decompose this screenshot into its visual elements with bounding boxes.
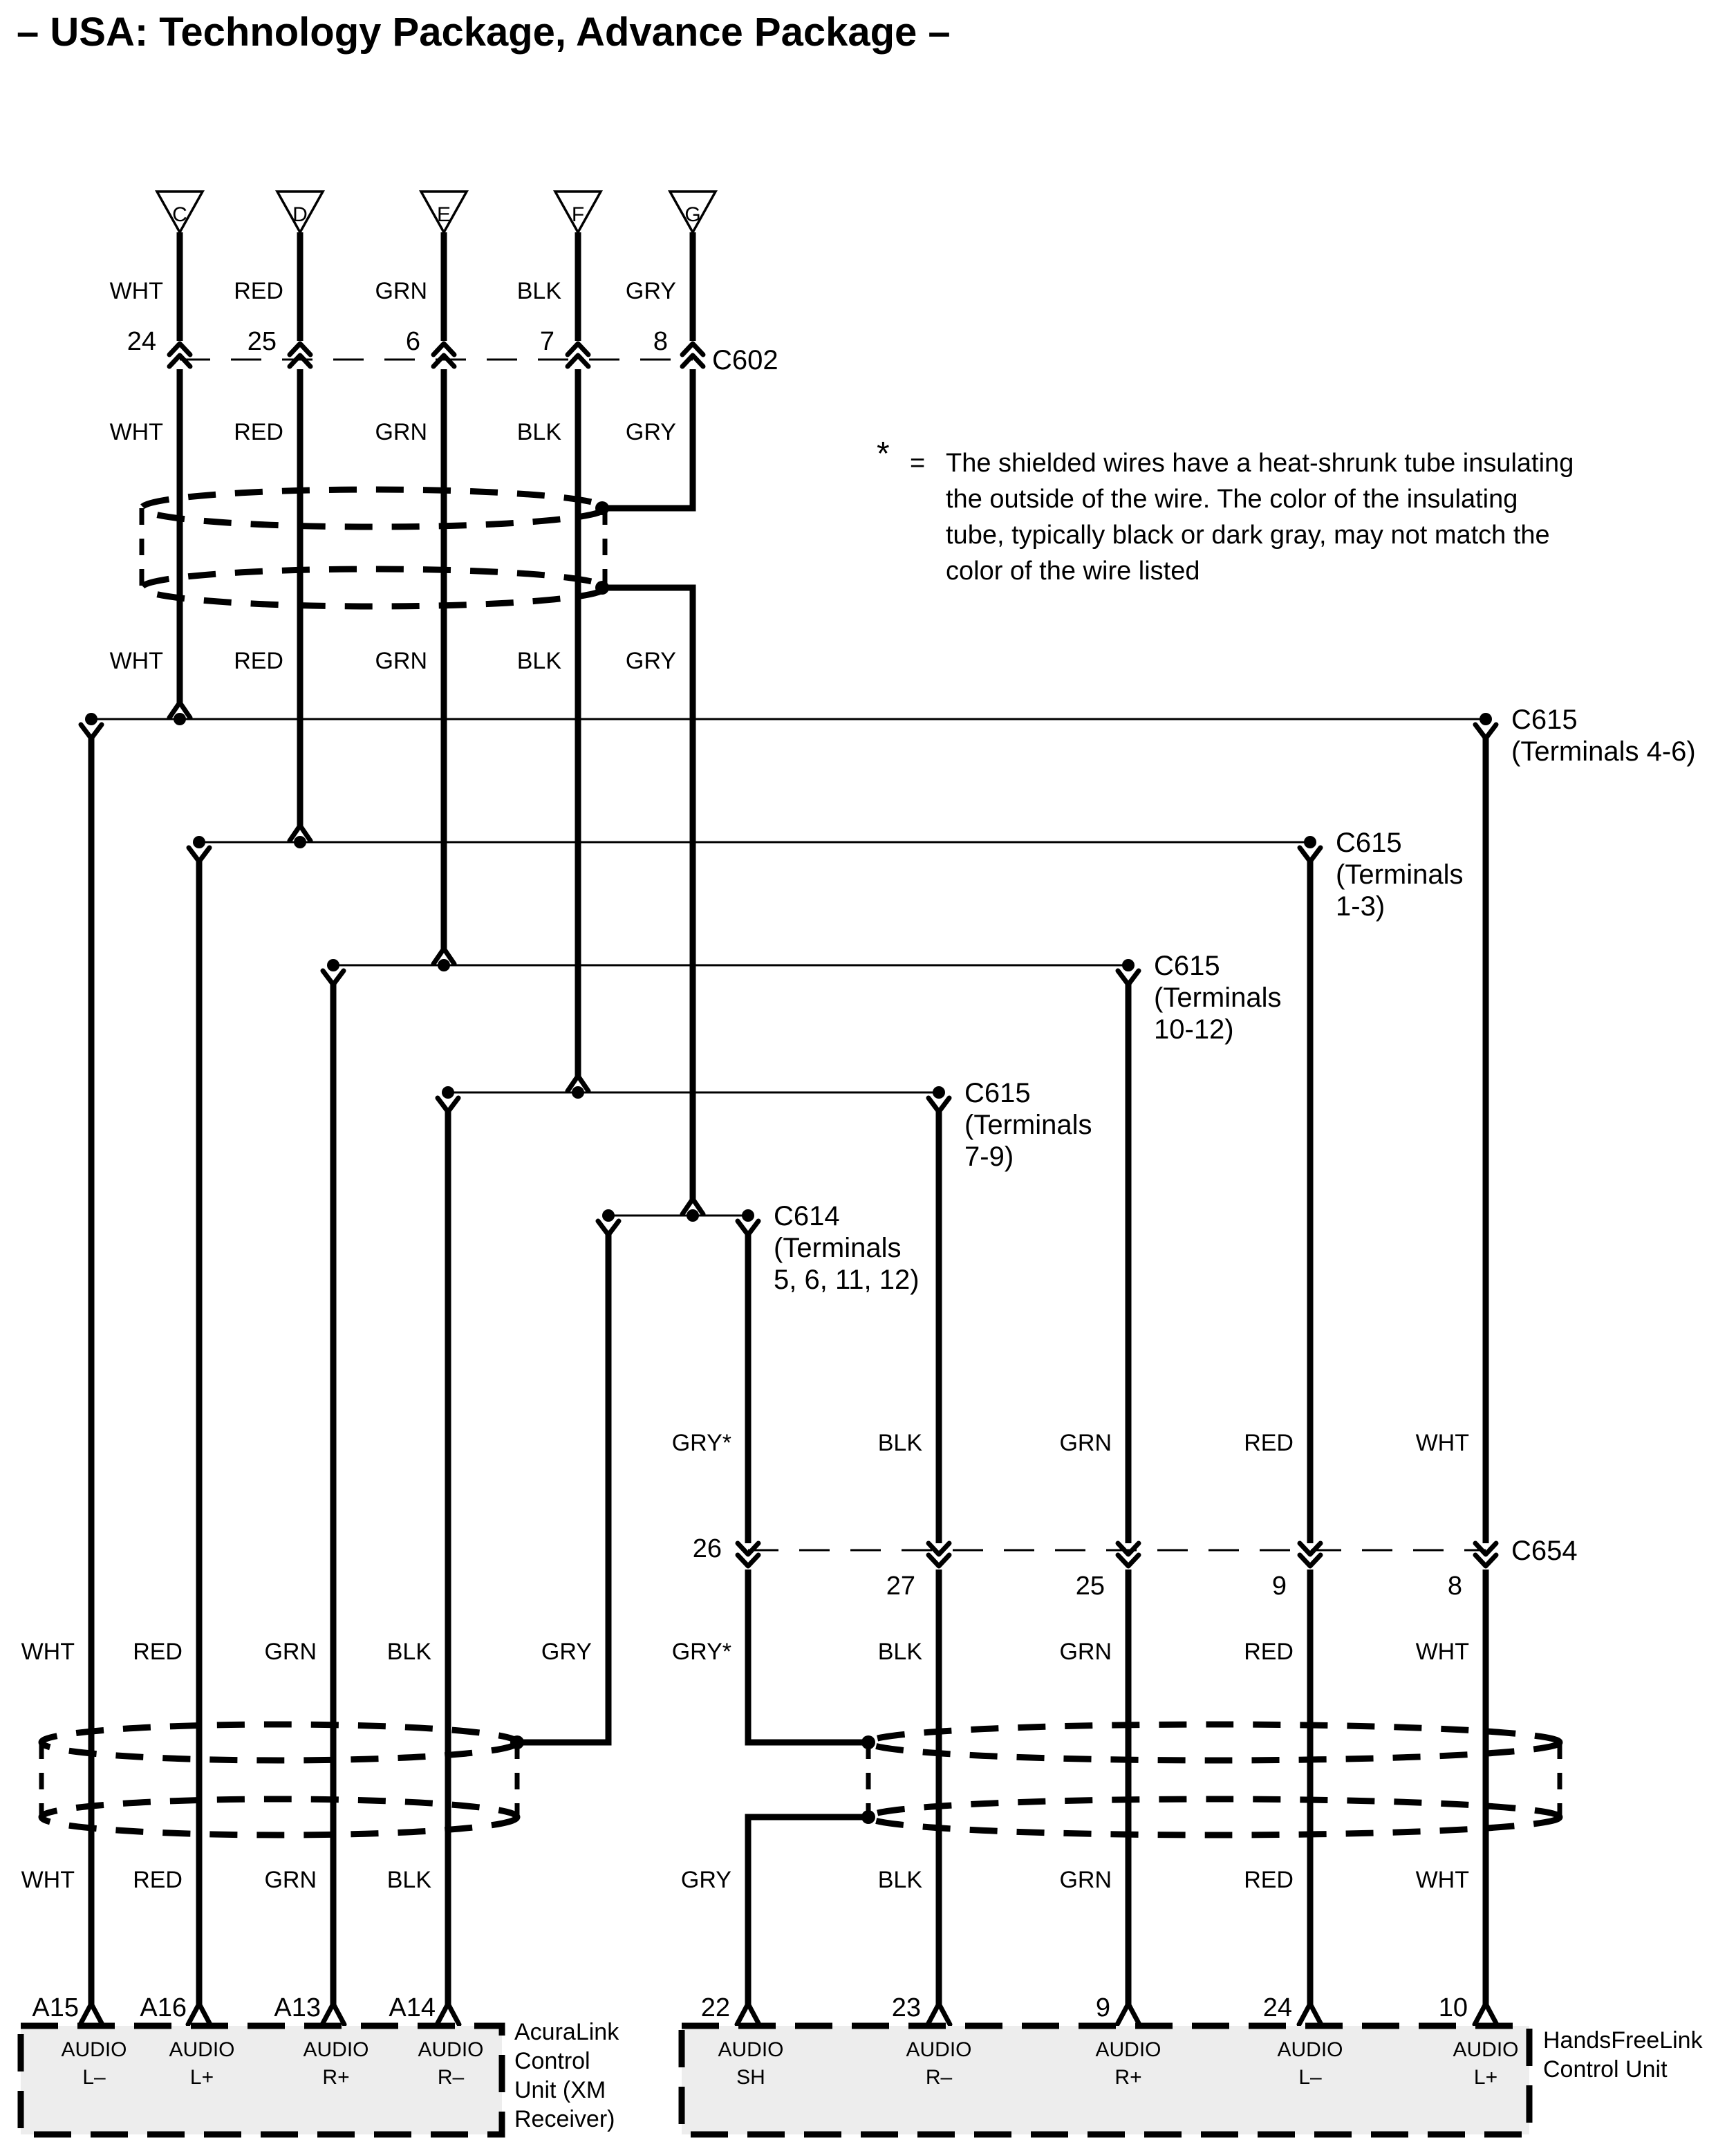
terminal-label: R+ bbox=[322, 2066, 350, 2089]
pin-number: A16 bbox=[140, 1993, 187, 2022]
wire-color-label: GRN bbox=[264, 1639, 317, 1665]
page-title: – USA: Technology Package, Advance Package – bbox=[17, 10, 951, 55]
wire-color-label: BLK bbox=[877, 1639, 922, 1665]
terminal-chevron-icon bbox=[323, 971, 344, 985]
shield-top bbox=[142, 490, 609, 606]
terminal-label: R– bbox=[437, 2066, 465, 2089]
wire-color-label: WHT bbox=[109, 278, 163, 304]
terminal-label: L– bbox=[1298, 2066, 1322, 2089]
wire-color-label: WHT bbox=[109, 419, 163, 445]
junction-dot bbox=[602, 1209, 615, 1222]
wire-color-label: RED bbox=[133, 1639, 183, 1665]
terminal-label: SH bbox=[736, 2066, 765, 2089]
terminal-chevron-icon bbox=[1118, 971, 1139, 985]
wire-color-label: WHT bbox=[1415, 1430, 1469, 1456]
junction-dot bbox=[193, 836, 205, 848]
note-line: The shielded wires have a heat-shrunk tube insulating bbox=[946, 449, 1574, 478]
terminal-label: L+ bbox=[189, 2066, 214, 2089]
pin-fork-icon bbox=[1299, 2004, 1321, 2024]
terminal-label: R+ bbox=[1114, 2066, 1142, 2089]
top-connector-g bbox=[670, 192, 716, 341]
junction-dot bbox=[327, 959, 339, 971]
terminal-chevron-icon bbox=[738, 1221, 758, 1235]
branch-label: C615 bbox=[1154, 951, 1220, 981]
terminal-chevron-icon bbox=[81, 725, 102, 738]
pin-number: 22 bbox=[700, 1993, 730, 2022]
c654-connector bbox=[693, 1534, 1578, 1601]
branch-label: (Terminals bbox=[1154, 983, 1282, 1013]
top-connector-c bbox=[157, 192, 203, 341]
terminal-chevron-icon bbox=[928, 1543, 949, 1566]
shield-ellipse bbox=[142, 569, 605, 606]
wire-color-label: GRN bbox=[264, 1867, 317, 1893]
pin-number: 8 bbox=[653, 327, 668, 356]
wire-color-label: GRY bbox=[541, 1639, 592, 1665]
left-color-row-upper bbox=[21, 1639, 592, 1665]
terminal-chevron-icon bbox=[169, 344, 190, 366]
junction-dot bbox=[442, 1086, 454, 1099]
junction-dot bbox=[85, 713, 97, 725]
branch-label: 10-12) bbox=[1154, 1014, 1234, 1045]
top-connector-f bbox=[555, 192, 601, 341]
terminal-label: AUDIO bbox=[906, 2038, 972, 2061]
terminal-chevron-icon bbox=[928, 1098, 949, 1112]
wire-color-label: RED bbox=[1244, 1430, 1294, 1456]
shield-ellipse bbox=[868, 1799, 1560, 1835]
pin-fork-icon bbox=[737, 2004, 759, 2024]
branch-label: (Terminals bbox=[774, 1233, 902, 1263]
wire-color-label: BLK bbox=[877, 1867, 922, 1893]
shield-bottom-left bbox=[41, 1724, 524, 1835]
terminal-chevron-icon bbox=[682, 344, 703, 366]
branch-c615-7-9 bbox=[438, 1076, 1092, 1172]
terminal-label: L– bbox=[82, 2066, 106, 2089]
branch-label: C614 bbox=[774, 1201, 840, 1231]
unit-name: Unit (XM bbox=[514, 2077, 606, 2103]
junction-dot bbox=[174, 713, 186, 725]
wire-color-label: RED bbox=[234, 278, 283, 304]
terminal-label: L+ bbox=[1473, 2066, 1498, 2089]
pin-fork-icon bbox=[1475, 2004, 1497, 2024]
shield-ellipse bbox=[868, 1724, 1560, 1760]
junction-dot bbox=[861, 1735, 875, 1749]
wire-color-label: BLK bbox=[516, 278, 561, 304]
terminal-chevron-icon bbox=[290, 344, 310, 366]
wire-color-label: RED bbox=[133, 1867, 183, 1893]
wire-color-label: BLK bbox=[877, 1430, 922, 1456]
terminal-chevron-icon bbox=[1475, 1543, 1496, 1566]
pin-fork-icon bbox=[1117, 2004, 1139, 2024]
wire-color-label: WHT bbox=[1415, 1867, 1469, 1893]
branch-label: 7-9) bbox=[964, 1142, 1014, 1172]
note-line: tube, typically black or dark gray, may not match the bbox=[946, 521, 1550, 550]
branch-label: 1-3) bbox=[1336, 891, 1385, 922]
terminal-chevron-icon bbox=[1300, 848, 1320, 862]
terminal-chevron-icon bbox=[1475, 725, 1496, 738]
wire-color-label: GRN bbox=[375, 648, 427, 674]
handsfreelink-unit bbox=[682, 2026, 1704, 2134]
terminal-chevron-icon bbox=[738, 1543, 758, 1566]
pin-number: 24 bbox=[127, 327, 156, 356]
pin-number: 24 bbox=[1262, 1993, 1292, 2022]
branch-label: (Terminals 4-6) bbox=[1511, 736, 1696, 767]
branch-label: C615 bbox=[964, 1078, 1031, 1108]
wire-color-label: GRN bbox=[375, 278, 427, 304]
unit-name: AcuraLink bbox=[514, 2019, 619, 2045]
wire-color-label: WHT bbox=[21, 1639, 75, 1665]
wire-color-label: RED bbox=[234, 648, 283, 674]
terminal-label: AUDIO bbox=[718, 2038, 784, 2061]
terminal-label: AUDIO bbox=[1095, 2038, 1161, 2061]
c654-label: C654 bbox=[1511, 1536, 1578, 1566]
terminal-chevron-icon bbox=[438, 1098, 458, 1112]
footnote bbox=[877, 436, 1574, 586]
branch-c615-1-3 bbox=[189, 826, 1463, 922]
branch-label: (Terminals bbox=[1336, 859, 1464, 890]
c654-terminal-chevrons bbox=[738, 1543, 1496, 1566]
wire-color-label: BLK bbox=[386, 1867, 431, 1893]
wire-color-label: GRY bbox=[625, 278, 676, 304]
pin-number: 23 bbox=[891, 1993, 921, 2022]
junction-dot bbox=[1480, 713, 1492, 725]
wire-color-label: WHT bbox=[21, 1867, 75, 1893]
pin-number: 9 bbox=[1271, 1572, 1287, 1601]
junction-dot bbox=[933, 1086, 945, 1099]
junction-dot bbox=[1122, 959, 1135, 971]
pin-number: A14 bbox=[389, 1993, 436, 2022]
junction-dot bbox=[572, 1086, 584, 1099]
wire-color-label: RED bbox=[1244, 1867, 1294, 1893]
pin-number: 25 bbox=[247, 327, 277, 356]
wire-color-label: GRY bbox=[680, 1867, 731, 1893]
wire-color-label: GRN bbox=[1059, 1639, 1112, 1665]
wire-color-label: GRN bbox=[375, 419, 427, 445]
connector-letter: G bbox=[684, 203, 701, 226]
pin-number: 27 bbox=[886, 1572, 915, 1601]
terminal-label: AUDIO bbox=[1453, 2038, 1519, 2061]
branch-label: (Terminals bbox=[964, 1110, 1092, 1140]
junction-dot bbox=[294, 836, 306, 848]
pin-fork-icon bbox=[928, 2004, 950, 2024]
branch-label: 5, 6, 11, 12) bbox=[774, 1265, 920, 1295]
pin-number: 9 bbox=[1095, 1993, 1110, 2022]
terminal-chevron-icon bbox=[1300, 1543, 1320, 1566]
terminal-label: AUDIO bbox=[1277, 2038, 1343, 2061]
right-color-row-below-c654 bbox=[672, 1639, 1469, 1665]
wire-color-row-3 bbox=[110, 648, 676, 674]
pin-number: 7 bbox=[539, 327, 554, 356]
wire-color-label: BLK bbox=[516, 419, 561, 445]
shield-ellipse bbox=[142, 490, 605, 527]
terminal-chevron-icon bbox=[568, 344, 588, 366]
pin-number: 25 bbox=[1075, 1572, 1105, 1601]
unit-name: Receiver) bbox=[514, 2106, 615, 2132]
terminal-label: AUDIO bbox=[418, 2038, 484, 2061]
terminal-label: AUDIO bbox=[303, 2038, 369, 2061]
wire-color-label: RED bbox=[1244, 1639, 1294, 1665]
branch-label: C615 bbox=[1511, 705, 1578, 735]
pin-number: 8 bbox=[1447, 1572, 1462, 1601]
terminal-label: R– bbox=[925, 2066, 953, 2089]
junction-dot bbox=[438, 959, 450, 971]
unit-name: Control bbox=[514, 2048, 590, 2074]
junction-dot bbox=[742, 1209, 754, 1222]
terminal-label: AUDIO bbox=[61, 2038, 127, 2061]
c602-label: C602 bbox=[712, 345, 778, 375]
terminal-chevron-icon bbox=[598, 1221, 619, 1235]
junction-dot bbox=[595, 501, 609, 515]
branch-c615-4-6 bbox=[81, 702, 1696, 767]
left-descending-wires bbox=[91, 738, 608, 2005]
junction-dot bbox=[510, 1735, 524, 1749]
wire-color-label: BLK bbox=[516, 648, 561, 674]
wire-color-label: GRY* bbox=[671, 1430, 731, 1456]
branch-c615-10-12 bbox=[323, 949, 1281, 1045]
pin-fork-icon bbox=[437, 2004, 459, 2024]
left-color-row-lower bbox=[21, 1867, 432, 1893]
junction-dot bbox=[1304, 836, 1316, 848]
wire-color-label: GRY bbox=[625, 419, 676, 445]
top-connector-e bbox=[421, 192, 467, 341]
connector-letter: F bbox=[571, 203, 585, 226]
connector-letter: D bbox=[292, 203, 308, 226]
connector-letter: E bbox=[436, 203, 451, 226]
pin-number: 26 bbox=[692, 1534, 722, 1563]
wire-color-label: RED bbox=[234, 419, 283, 445]
terminal-chevron-icon bbox=[433, 344, 454, 366]
junction-dot bbox=[861, 1810, 875, 1824]
terminal-label: AUDIO bbox=[169, 2038, 235, 2061]
branch-c614 bbox=[598, 1199, 920, 1295]
wire-color-label: GRY bbox=[625, 648, 676, 674]
branch-label: C615 bbox=[1336, 828, 1402, 858]
pin-number: A13 bbox=[274, 1993, 321, 2022]
wire-gry-drain-left bbox=[514, 1235, 608, 1742]
asterisk-symbol: * bbox=[877, 436, 890, 472]
shield-bottom-right bbox=[861, 1724, 1560, 1835]
terminal-chevron-icon bbox=[189, 848, 209, 862]
pin-number: 10 bbox=[1438, 1993, 1468, 2022]
wire-color-label: GRN bbox=[1059, 1867, 1112, 1893]
equals-symbol: = bbox=[910, 449, 926, 478]
wire-color-row-2 bbox=[110, 419, 676, 445]
pin-fork-icon bbox=[322, 2004, 344, 2024]
note-line: color of the wire listed bbox=[946, 557, 1200, 586]
wire-color-label: GRN bbox=[1059, 1430, 1112, 1456]
junction-dot bbox=[687, 1209, 699, 1222]
wire-gry-from-shield bbox=[599, 588, 693, 1199]
wire-color-label: WHT bbox=[1415, 1639, 1469, 1665]
pin-number: A15 bbox=[32, 1993, 79, 2022]
top-connector-d bbox=[277, 192, 323, 341]
right-color-row-above-c654 bbox=[672, 1430, 1469, 1456]
junction-dot bbox=[595, 581, 609, 595]
right-descending-wires bbox=[748, 738, 1486, 2005]
unit-name: Control Unit bbox=[1543, 2056, 1668, 2083]
pin-fork-icon bbox=[80, 2004, 102, 2024]
pin-fork-icon bbox=[188, 2004, 210, 2024]
wire-color-row-1 bbox=[110, 278, 676, 304]
unit-name: HandsFreeLink bbox=[1543, 2027, 1703, 2054]
connector-letter: C bbox=[172, 203, 187, 226]
right-color-row-bottom bbox=[681, 1867, 1469, 1893]
acuralink-unit bbox=[21, 2019, 619, 2134]
wire-color-label: GRY* bbox=[671, 1639, 731, 1665]
pin-number: 6 bbox=[405, 327, 420, 356]
terminal-chevron-icon bbox=[1118, 1543, 1139, 1566]
wire-gry-to-shield-right bbox=[748, 1570, 868, 1742]
wire-color-label: WHT bbox=[109, 648, 163, 674]
note-line: the outside of the wire. The color of the insulating bbox=[946, 485, 1518, 514]
wire-gry-from-shield-right bbox=[748, 1817, 868, 2005]
wire-color-label: BLK bbox=[386, 1639, 431, 1665]
